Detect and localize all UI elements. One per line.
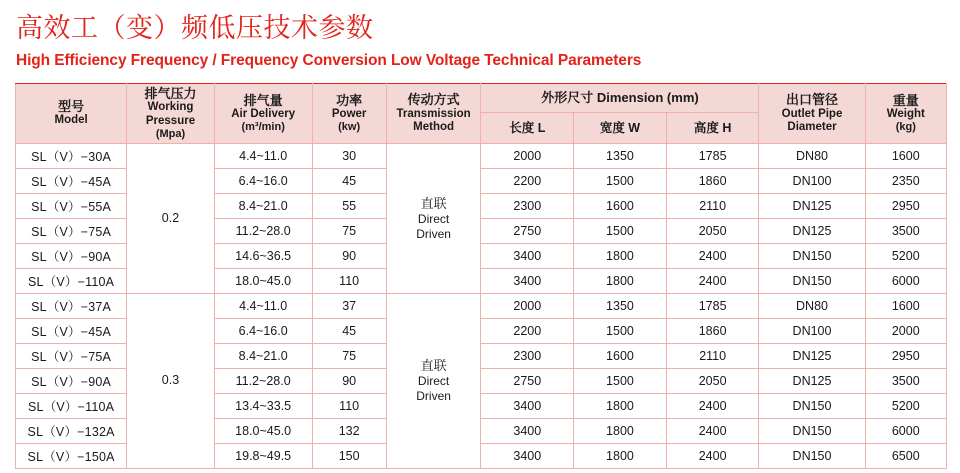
col-header-weight: 重量 Weight (kg) <box>865 83 946 143</box>
cell-outlet: DN125 <box>759 344 865 369</box>
cell-model: SL（V）−75A <box>16 219 127 244</box>
cell-weight: 3500 <box>865 219 946 244</box>
cell-length: 2300 <box>481 344 574 369</box>
cell-model: SL（V）−132A <box>16 419 127 444</box>
cell-height: 2400 <box>666 444 759 469</box>
cell-length: 3400 <box>481 444 574 469</box>
cell-model: SL（V）−150A <box>16 444 127 469</box>
cell-model: SL（V）−55A <box>16 194 127 219</box>
col-header-length: 长度 L <box>481 112 574 143</box>
cell-model: SL（V）−110A <box>16 269 127 294</box>
technical-parameters-table <box>15 83 947 469</box>
cell-weight: 5200 <box>865 244 946 269</box>
col-header-air-delivery: 排气量 Air Delivery (m³/min) <box>214 83 312 143</box>
cell-outlet: DN100 <box>759 319 865 344</box>
cell-width: 1800 <box>574 394 667 419</box>
cell-height: 2400 <box>666 244 759 269</box>
col-header-transmission-method: 传动方式 Transmission Method <box>386 83 481 143</box>
cell-width: 1800 <box>574 244 667 269</box>
cell-height: 2110 <box>666 344 759 369</box>
cell-air-delivery: 8.4~21.0 <box>214 344 312 369</box>
cell-outlet: DN150 <box>759 444 865 469</box>
cell-height: 2400 <box>666 269 759 294</box>
cell-height: 1785 <box>666 144 759 169</box>
cell-air-delivery: 4.4~11.0 <box>214 144 312 169</box>
cell-weight: 1600 <box>865 144 946 169</box>
table-body <box>16 144 947 469</box>
cell-weight: 6000 <box>865 269 946 294</box>
cell-power: 110 <box>312 394 386 419</box>
cell-length: 2750 <box>481 369 574 394</box>
cell-length: 2750 <box>481 219 574 244</box>
cell-weight: 3500 <box>865 369 946 394</box>
page-title-cn: 高效工（变）频低压技术参数 <box>16 13 374 43</box>
cell-air-delivery: 11.2~28.0 <box>214 219 312 244</box>
cell-length: 2000 <box>481 294 574 319</box>
cell-outlet: DN80 <box>759 144 865 169</box>
cell-air-delivery: 11.2~28.0 <box>214 369 312 394</box>
cell-working-pressure: 0.2 <box>127 144 215 294</box>
cell-outlet: DN80 <box>759 294 865 319</box>
cell-width: 1350 <box>574 144 667 169</box>
cell-height: 2110 <box>666 194 759 219</box>
cell-height: 1860 <box>666 319 759 344</box>
col-header-outlet-pipe-diameter: 出口管径 Outlet Pipe Diameter <box>759 83 865 143</box>
cell-power: 45 <box>312 169 386 194</box>
cell-outlet: DN125 <box>759 369 865 394</box>
cell-height: 1860 <box>666 169 759 194</box>
cell-working-pressure: 0.3 <box>127 294 215 469</box>
cell-length: 2200 <box>481 169 574 194</box>
cell-width: 1800 <box>574 419 667 444</box>
cell-model: SL（V）−75A <box>16 344 127 369</box>
cell-weight: 6500 <box>865 444 946 469</box>
cell-air-delivery: 6.4~16.0 <box>214 319 312 344</box>
cell-outlet: DN150 <box>759 394 865 419</box>
cell-air-delivery: 6.4~16.0 <box>214 169 312 194</box>
cell-power: 90 <box>312 369 386 394</box>
col-header-power: 功率 Power (kw) <box>312 83 386 143</box>
cell-air-delivery: 18.0~45.0 <box>214 269 312 294</box>
cell-height: 2400 <box>666 419 759 444</box>
col-header-working-pressure: 排气压力 Working Pressure (Mpa) <box>127 83 215 143</box>
col-header-width: 宽度 W <box>574 112 667 143</box>
cell-power: 37 <box>312 294 386 319</box>
cell-outlet: DN150 <box>759 269 865 294</box>
cell-air-delivery: 14.6~36.5 <box>214 244 312 269</box>
cell-air-delivery: 13.4~33.5 <box>214 394 312 419</box>
cell-model: SL（V）−110A <box>16 394 127 419</box>
cell-height: 2400 <box>666 394 759 419</box>
cell-model: SL（V）−37A <box>16 294 127 319</box>
cell-transmission-method: 直联 Direct Driven <box>386 144 481 294</box>
cell-length: 3400 <box>481 269 574 294</box>
cell-model: SL（V）−45A <box>16 319 127 344</box>
cell-height: 2050 <box>666 219 759 244</box>
cell-weight: 1600 <box>865 294 946 319</box>
col-header-model: 型号 Model <box>16 83 127 143</box>
cell-width: 1500 <box>574 169 667 194</box>
cell-power: 132 <box>312 419 386 444</box>
cell-width: 1500 <box>574 219 667 244</box>
cell-power: 45 <box>312 319 386 344</box>
cell-power: 150 <box>312 444 386 469</box>
table-row <box>16 144 947 169</box>
cell-length: 3400 <box>481 244 574 269</box>
cell-width: 1350 <box>574 294 667 319</box>
cell-width: 1500 <box>574 369 667 394</box>
cell-power: 30 <box>312 144 386 169</box>
cell-length: 2300 <box>481 194 574 219</box>
cell-width: 1800 <box>574 444 667 469</box>
cell-outlet: DN100 <box>759 169 865 194</box>
cell-weight: 2000 <box>865 319 946 344</box>
cell-width: 1600 <box>574 344 667 369</box>
cell-width: 1500 <box>574 319 667 344</box>
cell-width: 1800 <box>574 269 667 294</box>
cell-outlet: DN150 <box>759 244 865 269</box>
cell-weight: 2950 <box>865 194 946 219</box>
cell-air-delivery: 8.4~21.0 <box>214 194 312 219</box>
cell-power: 75 <box>312 219 386 244</box>
cell-length: 2000 <box>481 144 574 169</box>
page-title-en: High Efficiency Frequency / Frequency Conversion Low Voltage Technical Parameters <box>16 51 642 69</box>
cell-air-delivery: 18.0~45.0 <box>214 419 312 444</box>
cell-length: 2200 <box>481 319 574 344</box>
cell-air-delivery: 19.8~49.5 <box>214 444 312 469</box>
cell-power: 90 <box>312 244 386 269</box>
cell-height: 1785 <box>666 294 759 319</box>
table-header <box>16 83 947 143</box>
cell-weight: 5200 <box>865 394 946 419</box>
cell-weight: 2950 <box>865 344 946 369</box>
cell-transmission-method: 直联 Direct Driven <box>386 294 481 469</box>
cell-air-delivery: 4.4~11.0 <box>214 294 312 319</box>
cell-model: SL（V）−90A <box>16 244 127 269</box>
col-header-dimension: 外形尺寸 Dimension (mm) <box>481 83 759 112</box>
cell-model: SL（V）−90A <box>16 369 127 394</box>
cell-length: 3400 <box>481 419 574 444</box>
cell-power: 110 <box>312 269 386 294</box>
cell-height: 2050 <box>666 369 759 394</box>
cell-power: 75 <box>312 344 386 369</box>
cell-model: SL（V）−45A <box>16 169 127 194</box>
cell-weight: 2350 <box>865 169 946 194</box>
cell-length: 3400 <box>481 394 574 419</box>
cell-outlet: DN125 <box>759 219 865 244</box>
table-row <box>16 294 947 319</box>
col-header-height: 高度 H <box>666 112 759 143</box>
cell-width: 1600 <box>574 194 667 219</box>
cell-model: SL（V）−30A <box>16 144 127 169</box>
cell-outlet: DN150 <box>759 419 865 444</box>
cell-power: 55 <box>312 194 386 219</box>
cell-weight: 6000 <box>865 419 946 444</box>
cell-outlet: DN125 <box>759 194 865 219</box>
